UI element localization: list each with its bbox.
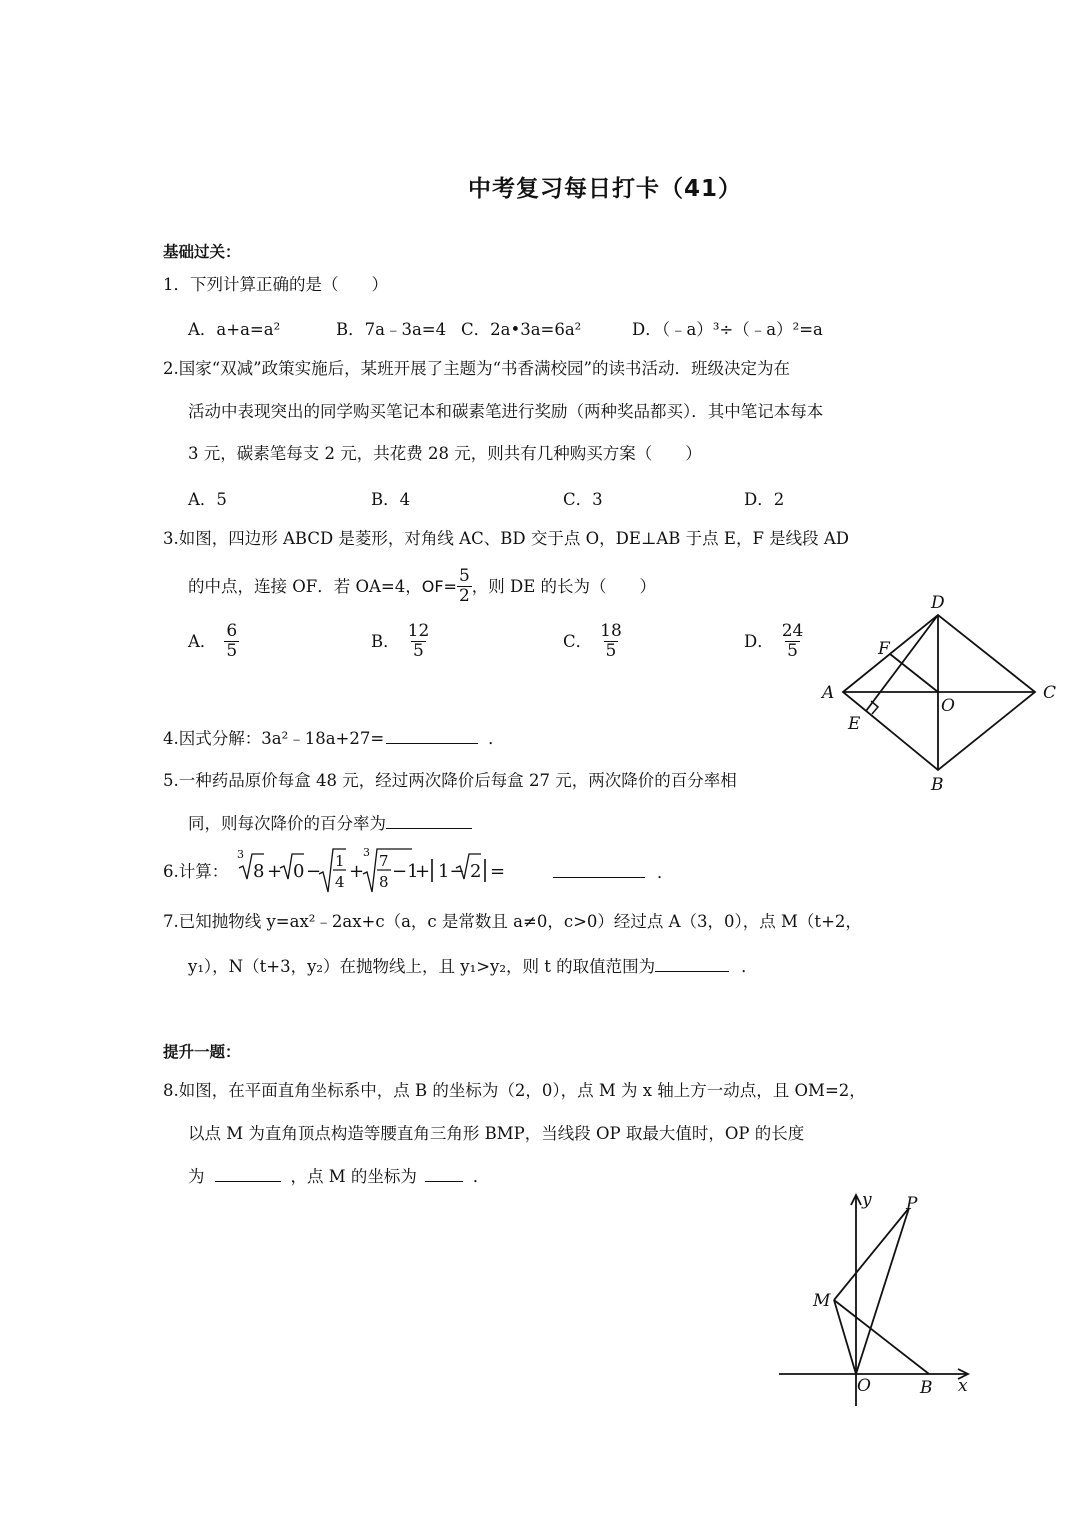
q3-option-c-letter: C． [563,631,593,651]
q2-option-a: A．5 [188,490,227,509]
label-m: M [813,1291,831,1311]
label-c: C [1043,683,1057,703]
q3-line2 [188,567,656,606]
q6-prefix: 6.计算： [163,862,229,881]
q3-option-a-num: 6 [226,621,238,641]
q6-answer-blank[interactable] [553,861,645,878]
label-d: D [931,593,945,613]
q8-line1: 8.如图，在平面直角坐标系中，点 B 的坐标为（2，0），点 M 为 x 轴上方一动点，且 OM=2， [163,1081,866,1100]
q6-expression [234,846,556,896]
q3-option-d [744,622,803,661]
q3-option-d-letter: D． [744,631,774,651]
svg-text:4: 4 [335,873,345,891]
q3-option-b-letter: B． [371,631,400,651]
q5-line1: 5.一种药品原价每盒 48 元，经过两次降价后每盒 27 元，两次降价的百分率相 [163,771,737,790]
q8-line3-mid: ，点 M 的坐标为 [290,1167,417,1186]
svg-text:−1: −1 [392,861,419,882]
q3-option-b-num: 12 [407,621,430,641]
q3-option-c-num: 18 [600,621,622,641]
q3-option-b [371,622,429,661]
q1-stem: 1．下列计算正确的是（ ） [163,275,388,294]
label-e: E [848,714,861,734]
q8-line3-start: 为 [188,1167,205,1186]
q3-of-fraction [457,567,472,606]
q1-option-b: B．7a﹣3a=4 [336,320,447,339]
label-x: x [958,1376,968,1396]
label-y: y [862,1190,872,1210]
q2-option-c: C．3 [563,490,603,509]
svg-text:8: 8 [253,861,265,882]
segment-op [856,1208,909,1374]
q3-option-a [188,622,239,661]
q3-option-c [563,622,622,661]
q3-of-numerator: 5 [458,566,470,586]
q2-line2: 活动中表现突出的同学购买笔记本和碳素笔进行奖励（两种奖品都买）．其中笔记本每本 [188,402,824,421]
q8-end: ． [472,1167,490,1186]
svg-text:+: + [267,861,283,882]
q3-rhombus-figure [810,588,1070,798]
label-p: P [906,1194,918,1214]
svg-text:3: 3 [363,846,370,859]
q1-option-c: C．2a•3a=6a² [461,320,582,339]
q3-option-d-den: 5 [787,641,798,661]
section-heading-advanced: 提升一题： [163,1043,241,1061]
q3-of-label: OF= [421,576,457,596]
q7-line2 [188,955,758,978]
q5-line2 [188,812,472,835]
q3-option-b-den: 5 [413,641,424,661]
svg-text:1: 1 [335,852,345,870]
q3-option-a-den: 5 [226,641,238,661]
q7-answer-blank[interactable] [655,955,729,972]
q5-answer-blank[interactable] [386,812,472,829]
segment-mb [834,1300,929,1374]
q4-text: 4.因式分解：3a²﹣18a+27= [163,729,385,748]
segment-mo [834,1300,856,1374]
q1-option-d: D．（﹣a）³÷（﹣a）²=a [632,320,823,339]
svg-text:+: + [415,861,431,882]
q2-line3: 3 元，碳素笔每支 2 元，共花费 28 元，则共有几种购买方案（ ） [188,444,702,463]
q3-option-b-fraction [408,622,430,661]
label-a: A [822,683,835,703]
svg-text:3: 3 [237,848,244,861]
label-o2: O [857,1376,871,1396]
q6-answer [553,861,674,884]
q2-option-d: D．2 [744,490,785,509]
label-b: B [931,775,944,795]
q4 [163,727,505,750]
segment-of [890,654,938,692]
svg-text:−: − [306,861,322,882]
q4-answer-blank[interactable] [386,727,478,744]
q3-option-d-num: 24 [781,621,804,641]
svg-text:8: 8 [379,873,389,891]
q3-of-denominator: 2 [458,586,470,606]
segment-mp [834,1208,909,1300]
q1-option-a: A．a+a=a² [188,320,281,339]
q2-option-b: B．4 [371,490,411,509]
svg-text:7: 7 [379,852,389,870]
q3-line1: 3.如图，四边形 ABCD 是菱形，对角线 AC、BD 交于点 O，DE⊥AB 于点 E，F 是线段 AD [163,529,850,548]
section-heading-basic: 基础过关： [163,243,241,261]
page-title: 中考复习每日打卡（41） [468,176,743,202]
svg-text:0: 0 [293,861,305,882]
svg-text:=: = [490,861,506,882]
q8-answer-blank-op[interactable] [215,1165,281,1182]
q6-end: ． [657,863,674,882]
label-o: O [941,696,955,716]
q3-line2-end: ，则 DE 的长为（ ） [471,576,657,596]
q8-answer-blank-m[interactable] [425,1165,463,1182]
q3-line2-start: 的中点，连接 OF．若 OA=4， [188,576,422,596]
svg-text:2: 2 [470,861,482,882]
q8-coordinate-figure [770,1185,980,1410]
q8-line2: 以点 M 为直角顶点构造等腰直角三角形 BMP，当线段 OP 取最大值时，OP 的长度 [188,1124,805,1143]
q7-end: ． [741,957,758,976]
svg-text:+: + [349,861,365,882]
q3-option-c-den: 5 [605,641,617,661]
svg-text:1−: 1− [438,861,465,882]
q3-option-c-fraction [600,622,622,661]
q7-line2-text: y₁），N（t+3，y₂）在抛物线上，且 y₁>y₂，则 t 的取值范围为 [188,957,656,976]
q3-option-d-fraction [782,622,804,661]
q7-line1: 7.已知抛物线 y=ax²﹣2ax+c（a，c 是常数且 a≠0，c>0）经过点 A（3，0），点 M（t+2， [163,912,862,931]
q3-option-a-letter: A． [188,631,217,651]
q5-line2-text: 同，则每次降价的百分率为 [188,814,386,833]
q3-option-a-fraction [224,622,239,661]
label-f: F [878,639,890,659]
q2-line1: 2.国家“双减”政策实施后，某班开展了主题为“书香满校园”的读书活动．班级决定为在 [163,359,790,378]
q4-end: ． [488,729,505,748]
label-b2: B [920,1378,933,1398]
q8-line3 [188,1165,489,1188]
